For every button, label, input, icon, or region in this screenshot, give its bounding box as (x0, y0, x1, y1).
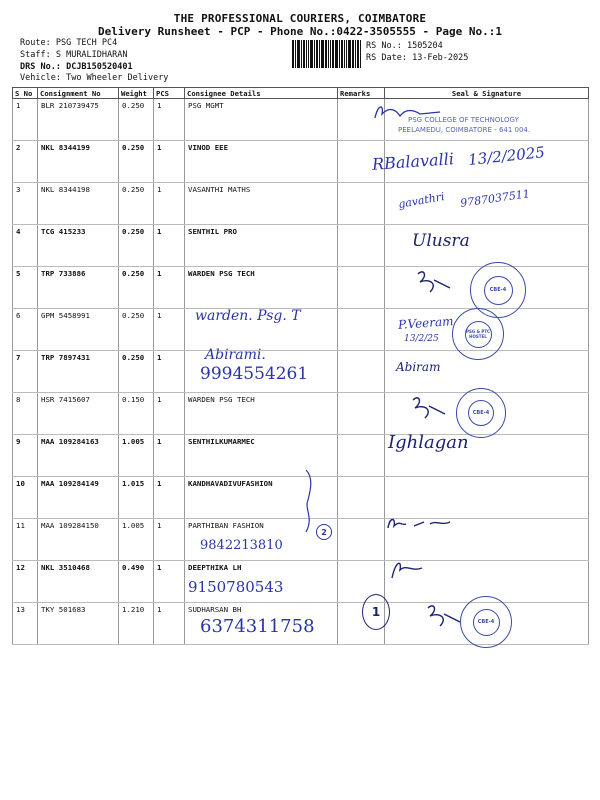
cell-weight: 1.005 (119, 519, 154, 561)
cell-pcs: 1 (154, 561, 185, 603)
cell-pcs: 1 (154, 267, 185, 309)
cell-pcs: 1 (154, 477, 185, 519)
staff-label: Staff: (20, 50, 51, 60)
route-label: Route: (20, 38, 51, 48)
cell-weight: 0.250 (119, 351, 154, 393)
cell-sno: 5 (13, 267, 38, 309)
rs-date-value: 13-Feb-2025 (412, 53, 469, 63)
cell-weight: 1.005 (119, 435, 154, 477)
signature-row8 (405, 392, 455, 426)
drs-line (20, 62, 133, 72)
document-subtitle: Delivery Runsheet - PCP - Phone No.:0422-3505555 - Page No.:1 (98, 25, 502, 38)
vehicle-line (20, 73, 168, 83)
consignee-handwritten-row6: warden. Psg. T (195, 308, 301, 324)
cell-consignee: PSG MGMT (185, 99, 338, 141)
hostel-stamp-text: CBE-4 (477, 619, 495, 625)
cell-weight: 0.150 (119, 393, 154, 435)
cell-weight: 0.250 (119, 267, 154, 309)
column-header-consignment: Consignment No (38, 88, 119, 99)
column-header-remarks: Remarks (338, 88, 385, 99)
cell-pcs: 1 (154, 99, 185, 141)
signature-row2: RBalavalli (371, 149, 455, 174)
circled-number-row13: 1 (362, 594, 390, 630)
cell-remarks (338, 435, 385, 477)
signature-row6: P.Veeram (397, 314, 454, 332)
signature-row4: Ulusra (412, 231, 470, 251)
cell-consignment: BLR 210739475 (38, 99, 119, 141)
cell-consignment: MAA 109284149 (38, 477, 119, 519)
cell-consignee: VINOD EEE (185, 141, 338, 183)
hostel-stamp-row6 (452, 308, 504, 360)
cell-pcs: 1 (154, 435, 185, 477)
cell-sno: 10 (13, 477, 38, 519)
column-header-consignee: Consignee Details (185, 88, 338, 99)
cell-pcs: 1 (154, 183, 185, 225)
cell-consignment: NKL 8344199 (38, 141, 119, 183)
cell-sno: 11 (13, 519, 38, 561)
cell-consignee: PARTHIBAN FASHION (185, 519, 338, 561)
cell-remarks (338, 225, 385, 267)
column-header-pcs: PCS (154, 88, 185, 99)
cell-weight: 1.015 (119, 477, 154, 519)
cell-sno: 2 (13, 141, 38, 183)
vehicle-value: Two Wheeler Delivery (66, 73, 169, 83)
document-title: THE PROFESSIONAL COURIERS, COIMBATORE (173, 12, 427, 25)
rs-date-line (366, 53, 468, 63)
hostel-stamp-row13 (460, 596, 512, 648)
phone-row12: 9150780543 (188, 578, 284, 596)
cell-consignment: NKL 3510468 (38, 561, 119, 603)
cell-consignment: TCG 415233 (38, 225, 119, 267)
cell-pcs: 1 (154, 309, 185, 351)
signature-row1 (370, 100, 450, 124)
signature-row11 (384, 512, 464, 536)
table-row (13, 225, 589, 267)
cell-weight: 0.250 (119, 309, 154, 351)
drs-label: DRS No.: (20, 62, 61, 72)
cell-consignee: SENTHILKUMARMEC (185, 435, 338, 477)
cell-remarks (338, 477, 385, 519)
phone-row7: 9994554261 (200, 364, 309, 384)
column-header-weight: Weight (119, 88, 154, 99)
hostel-stamp-text: PSG & PTC HOSTEL (466, 329, 490, 339)
cell-remarks (338, 351, 385, 393)
circled-number-row11: 2 (316, 524, 332, 540)
cell-consignee: DEEPTHIKA LH (185, 561, 338, 603)
cell-consignee: SENTHIL PRO (185, 225, 338, 267)
cell-weight: 1.210 (119, 603, 154, 645)
cell-consignment: MAA 109284150 (38, 519, 119, 561)
cell-consignee: WARDEN PSG TECH (185, 393, 338, 435)
cell-sno: 3 (13, 183, 38, 225)
hostel-stamp-inner (484, 276, 513, 305)
cell-consignee: KANDHAVADIVUFASHION (185, 477, 338, 519)
table-header-row (13, 88, 589, 99)
signature-row3: gavathri (397, 190, 446, 211)
cell-consignment: TRP 7897431 (38, 351, 119, 393)
college-stamp-line1: PSG COLLEGE OF TECHNOLOGY (408, 116, 519, 124)
cell-sno: 7 (13, 351, 38, 393)
cell-remarks (338, 519, 385, 561)
drs-value: DCJB150520401 (66, 62, 133, 72)
cell-consignment: GPM 5458991 (38, 309, 119, 351)
staff-value: S MURALIDHARAN (55, 50, 128, 60)
rs-date-label: RS Date: (366, 53, 407, 63)
cell-weight: 0.250 (119, 183, 154, 225)
staff-line (20, 50, 128, 60)
cell-weight: 0.490 (119, 561, 154, 603)
phone-row11: 9842213810 (200, 538, 283, 553)
cell-pcs: 1 (154, 351, 185, 393)
cell-consignment: HSR 7415607 (38, 393, 119, 435)
cell-pcs: 1 (154, 225, 185, 267)
cell-sno: 9 (13, 435, 38, 477)
cell-consignee: VASANTHI MATHS (185, 183, 338, 225)
hostel-stamp-inner (468, 400, 494, 426)
table-row (13, 561, 589, 603)
hostel-stamp-inner (465, 321, 492, 348)
hostel-stamp-text: CBE-4 (472, 410, 490, 416)
rs-no-value: 1505204 (406, 41, 443, 51)
cell-remarks (338, 393, 385, 435)
cell-weight: 0.250 (119, 99, 154, 141)
cell-consignment: TKY 501683 (38, 603, 119, 645)
cell-consignment: NKL 8344198 (38, 183, 119, 225)
signature-row7: Abiram (396, 360, 441, 374)
signature-row12 (382, 554, 432, 584)
cell-consignment: MAA 109284163 (38, 435, 119, 477)
cell-consignee: SUDHARSAN BH (185, 603, 338, 645)
date-row6: 13/2/25 (404, 334, 439, 344)
route-value: PSG TECH PC4 (55, 38, 118, 48)
barcode (292, 40, 362, 68)
date-row2: 13/2/2025 (467, 143, 546, 169)
signature-row5 (410, 266, 460, 300)
cell-weight: 0.250 (119, 141, 154, 183)
cell-sno: 12 (13, 561, 38, 603)
cell-pcs: 1 (154, 141, 185, 183)
signature-row9: Ighlagan (388, 432, 469, 453)
cell-sno: 4 (13, 225, 38, 267)
hostel-stamp-row8 (456, 388, 506, 438)
hostel-stamp-inner (473, 609, 500, 636)
cell-sno: 6 (13, 309, 38, 351)
cell-consignee: WARDEN PSG TECH (185, 267, 338, 309)
rs-no-label: RS No.: (366, 41, 402, 51)
cell-pcs: 1 (154, 519, 185, 561)
cell-sno: 13 (13, 603, 38, 645)
cell-remarks (338, 183, 385, 225)
cell-sno: 1 (13, 99, 38, 141)
consignee-handwritten-row7: Abirami. (205, 347, 266, 363)
cell-pcs: 1 (154, 603, 185, 645)
bracket-row10 (300, 468, 320, 534)
cell-weight: 0.250 (119, 225, 154, 267)
route-line (20, 38, 117, 48)
cell-remarks (338, 309, 385, 351)
column-header-seal-signature: Seal & Signature (385, 88, 589, 99)
cell-consignment: TRP 733886 (38, 267, 119, 309)
hostel-stamp-text: CBE-4 (489, 287, 507, 293)
cell-sno: 8 (13, 393, 38, 435)
cell-remarks (338, 267, 385, 309)
college-stamp-line2: PEELAMEDU, COIMBATORE - 641 004. (398, 126, 531, 134)
column-header-sno: S No (13, 88, 38, 99)
vehicle-label: Vehicle: (20, 73, 61, 83)
phone-row13: 6374311758 (200, 616, 315, 637)
cell-pcs: 1 (154, 393, 185, 435)
number-row3: 9787037511 (459, 187, 531, 210)
rs-no-line (366, 41, 443, 51)
